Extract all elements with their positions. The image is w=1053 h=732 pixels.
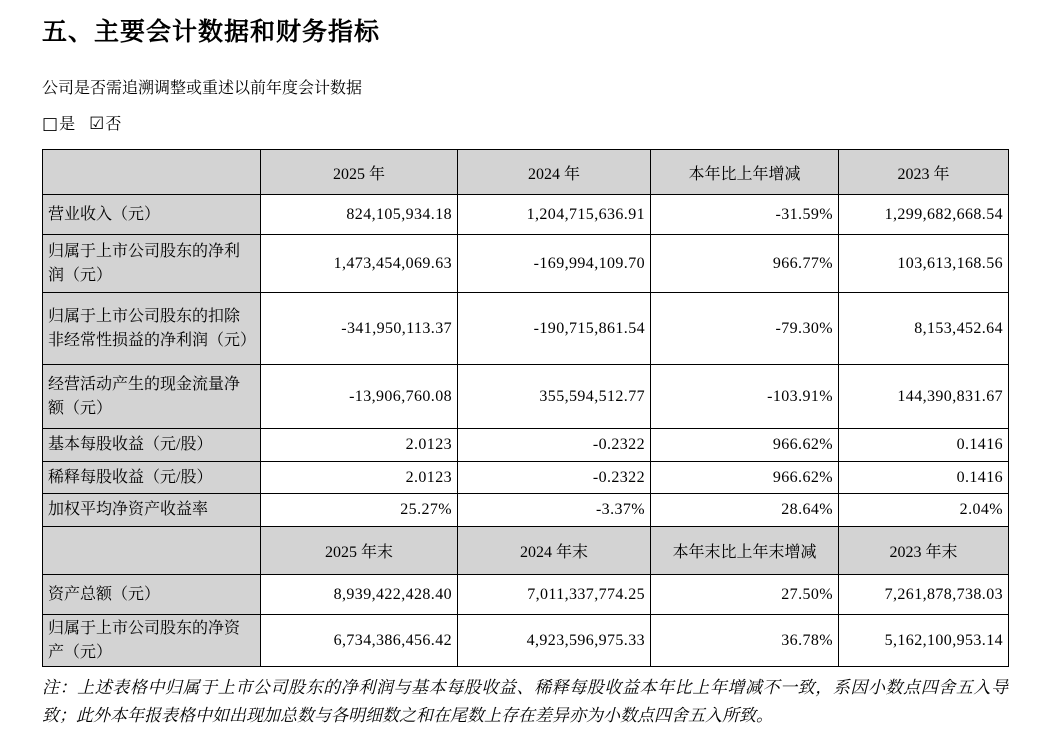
column-header-2024: 2024 年 [458,150,651,195]
table-row-net-profit-excl-nonrecurring [43,293,1009,365]
checkbox-unchecked-icon: □ [42,114,59,134]
checkbox-no[interactable] [89,111,121,134]
value-yoy-change: -103.91% [651,365,839,429]
column-header-2023: 2023 年 [839,150,1009,195]
table-row-net-assets [43,615,1009,667]
table-row-weighted-avg-roe [43,494,1009,527]
header-empty-cell [43,150,261,195]
value-2024: 1,204,715,636.91 [458,195,651,235]
value-2025: 824,105,934.18 [261,195,458,235]
row-label: 基本每股收益（元/股） [43,429,261,462]
row-label: 经营活动产生的现金流量净额（元） [43,365,261,429]
section-title: 五、主要会计数据和财务指标 [42,19,381,46]
value-yoy-change: 966.62% [651,429,839,462]
table-row-diluted-eps [43,462,1009,494]
value-2024: 355,594,512.77 [458,365,651,429]
column-header-2024-end: 2024 年末 [458,527,651,575]
value-2025: 2.0123 [261,429,458,462]
table-row-basic-eps [43,429,1009,462]
value-yoy-change: 966.77% [651,235,839,293]
header-empty-cell [43,527,261,575]
row-label: 稀释每股收益（元/股） [43,462,261,494]
table-row-total-assets [43,575,1009,615]
checkbox-yes-label: 是 [59,116,76,133]
checkbox-checked-icon: ☑ [89,114,105,134]
restatement-answer [42,111,1053,134]
value-yoy-change: -79.30% [651,293,839,365]
value-2025: -13,906,760.08 [261,365,458,429]
value-2025-end: 6,734,386,456.42 [261,615,458,667]
column-header-2025-end: 2025 年末 [261,527,458,575]
value-2025: 25.27% [261,494,458,527]
table-row-operating-cash-flow [43,365,1009,429]
value-2024: -3.37% [458,494,651,527]
checkbox-no-label: 否 [105,116,122,133]
restatement-question: 公司是否需追溯调整或重述以前年度会计数据 [42,80,363,97]
value-2025: 2.0123 [261,462,458,494]
report-page [0,12,1053,732]
row-label: 归属于上市公司股东的净利润（元） [43,235,261,293]
row-label: 归属于上市公司股东的扣除非经常性损益的净利润（元） [43,293,261,365]
value-2023: 0.1416 [839,429,1009,462]
value-yoy-end-change: 36.78% [651,615,839,667]
row-label: 营业收入（元） [43,195,261,235]
value-2025: -341,950,113.37 [261,293,458,365]
table-row-revenue [43,195,1009,235]
value-yoy-change: 966.62% [651,462,839,494]
column-header-yoy-change: 本年比上年增减 [651,150,839,195]
financial-indicators-table [42,149,1009,667]
value-2023: 8,153,452.64 [839,293,1009,365]
value-2024: -0.2322 [458,462,651,494]
footnote: 注：上述表格中归属于上市公司股东的净利润与基本每股收益、稀释每股收益本年比上年增减不一致，系因小数点四舍五入导致；此外本年报表格中如出现加总数与各明细数之和在尾数上存在差异亦为小数点四舍五入所致。 [42,678,1008,725]
value-2024-end: 7,011,337,774.25 [458,575,651,615]
value-yoy-end-change: 27.50% [651,575,839,615]
value-2025: 1,473,454,069.63 [261,235,458,293]
value-2023: 0.1416 [839,462,1009,494]
value-2023: 1,299,682,668.54 [839,195,1009,235]
value-2024-end: 4,923,596,975.33 [458,615,651,667]
table-header-year-end [43,527,1009,575]
row-label: 归属于上市公司股东的净资产（元） [43,615,261,667]
column-header-2023-end: 2023 年末 [839,527,1009,575]
value-2023-end: 5,162,100,953.14 [839,615,1009,667]
value-2023: 144,390,831.67 [839,365,1009,429]
value-yoy-change: -31.59% [651,195,839,235]
value-2023: 2.04% [839,494,1009,527]
value-2023: 103,613,168.56 [839,235,1009,293]
table-row-net-profit [43,235,1009,293]
column-header-yoy-end-change: 本年末比上年末增减 [651,527,839,575]
value-yoy-change: 28.64% [651,494,839,527]
checkbox-yes[interactable] [42,111,75,134]
column-header-2025: 2025 年 [261,150,458,195]
value-2023-end: 7,261,878,738.03 [839,575,1009,615]
table-header-annual [43,150,1009,195]
value-2024: -0.2322 [458,429,651,462]
value-2024: -169,994,109.70 [458,235,651,293]
value-2025-end: 8,939,422,428.40 [261,575,458,615]
value-2024: -190,715,861.54 [458,293,651,365]
row-label: 加权平均净资产收益率 [43,494,261,527]
row-label: 资产总额（元） [43,575,261,615]
